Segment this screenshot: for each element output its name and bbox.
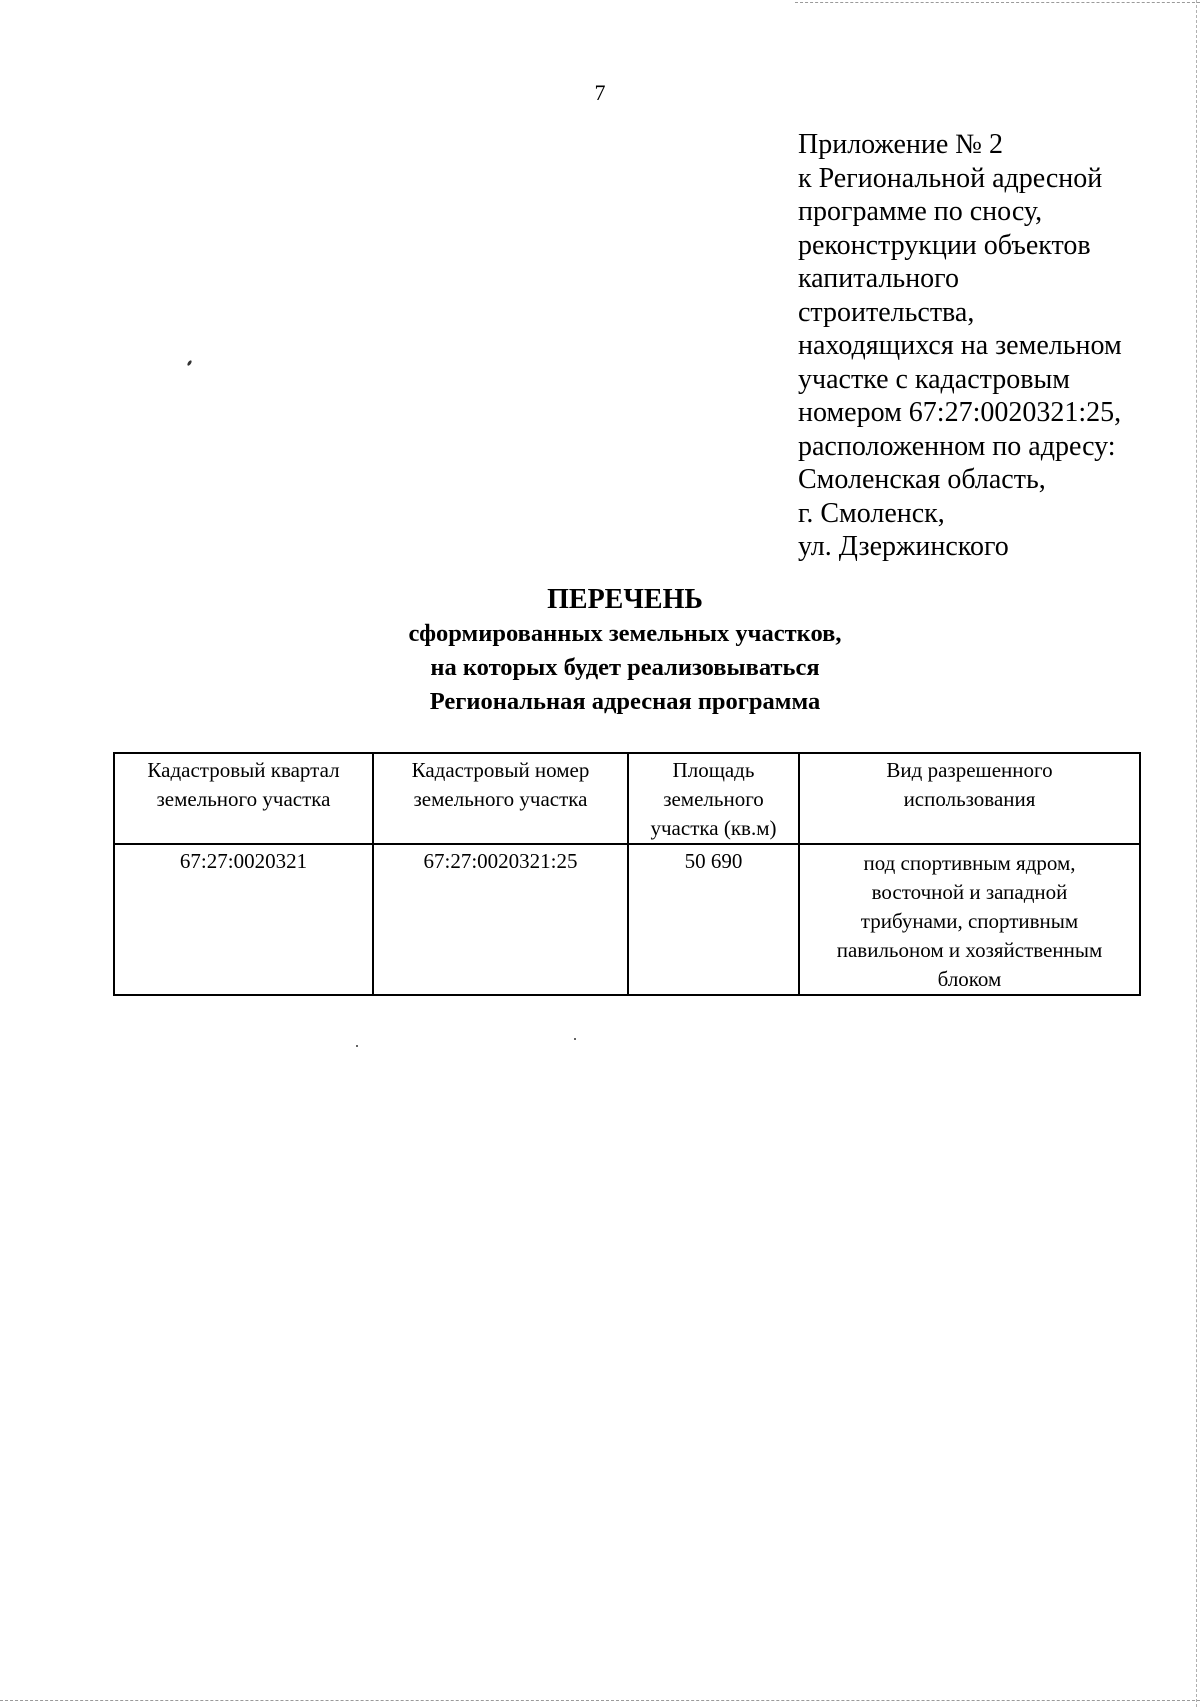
cell-cadastral-quarter: [114, 844, 373, 995]
cell-permitted-use: [799, 844, 1140, 995]
scan-edge-right: [1196, 0, 1197, 1707]
cell-line: павильоном и хозяйственным: [836, 938, 1103, 962]
appendix-line: реконструкции объектов: [798, 229, 1091, 261]
title-line: на которых будет реализовываться: [430, 654, 820, 681]
appendix-line: программе по сносу,: [798, 196, 1043, 227]
scan-edge-top: [795, 2, 1200, 3]
table-row: [114, 844, 1140, 995]
header-cadastral-quarter: [114, 753, 373, 844]
cell-line: 67:27:0020321:25: [423, 849, 578, 873]
appendix-line: расположенном по адресу:: [798, 430, 1116, 462]
appendix-line: капитального: [798, 263, 959, 294]
title-heading: ПЕРЕЧЕНЬ: [547, 584, 703, 615]
document-title: [300, 583, 950, 719]
scan-speck: [356, 1045, 358, 1047]
table-header-row: [114, 753, 1140, 844]
cell-line: блоком: [937, 967, 1002, 991]
cell-line: восточной и западной: [871, 880, 1068, 904]
appendix-line: г. Смоленск,: [798, 497, 945, 529]
scan-speck: [187, 360, 193, 367]
header-permitted-use: [799, 753, 1140, 844]
header-line: Вид разрешенного: [886, 758, 1053, 782]
appendix-line: находящихся на земельном: [798, 330, 1122, 361]
header-line: участка (кв.м): [650, 816, 777, 840]
appendix-line: ул. Дзержинского: [798, 531, 1009, 562]
appendix-line: строительства,: [798, 296, 975, 328]
scan-edge-bottom: [0, 1700, 1200, 1701]
cell-line: 67:27:0020321: [179, 849, 308, 873]
cell-area: [628, 844, 799, 995]
cell-line: под спортивным ядром,: [863, 851, 1076, 875]
cell-cadastral-number: [373, 844, 628, 995]
header-cadastral-number: [373, 753, 628, 844]
cell-line: трибунами, спортивным: [860, 909, 1079, 933]
cell-line: 50 690: [684, 849, 743, 873]
appendix-block: [798, 128, 1178, 564]
header-line: земельного участка: [156, 787, 331, 811]
appendix-line: Приложение № 2: [798, 129, 1003, 160]
title-line: сформированных земельных участков,: [408, 620, 842, 647]
appendix-line: номером 67:27:0020321:25,: [798, 397, 1122, 428]
header-line: Кадастровый квартал: [147, 758, 340, 782]
scan-speck: [574, 1038, 576, 1040]
title-line: Региональная адресная программа: [429, 688, 821, 715]
appendix-line: Смоленская область,: [798, 464, 1046, 495]
header-line: использования: [903, 787, 1036, 811]
appendix-line: участке с кадастровым: [798, 363, 1070, 395]
appendix-line: к Региональной адресной: [798, 162, 1103, 194]
header-line: земельного: [663, 787, 764, 811]
header-area: [628, 753, 799, 844]
header-line: Площадь: [672, 758, 755, 782]
parcels-table: [113, 752, 1141, 996]
header-line: земельного участка: [413, 787, 588, 811]
header-line: Кадастровый номер: [411, 758, 590, 782]
page-number: 7: [594, 80, 606, 105]
